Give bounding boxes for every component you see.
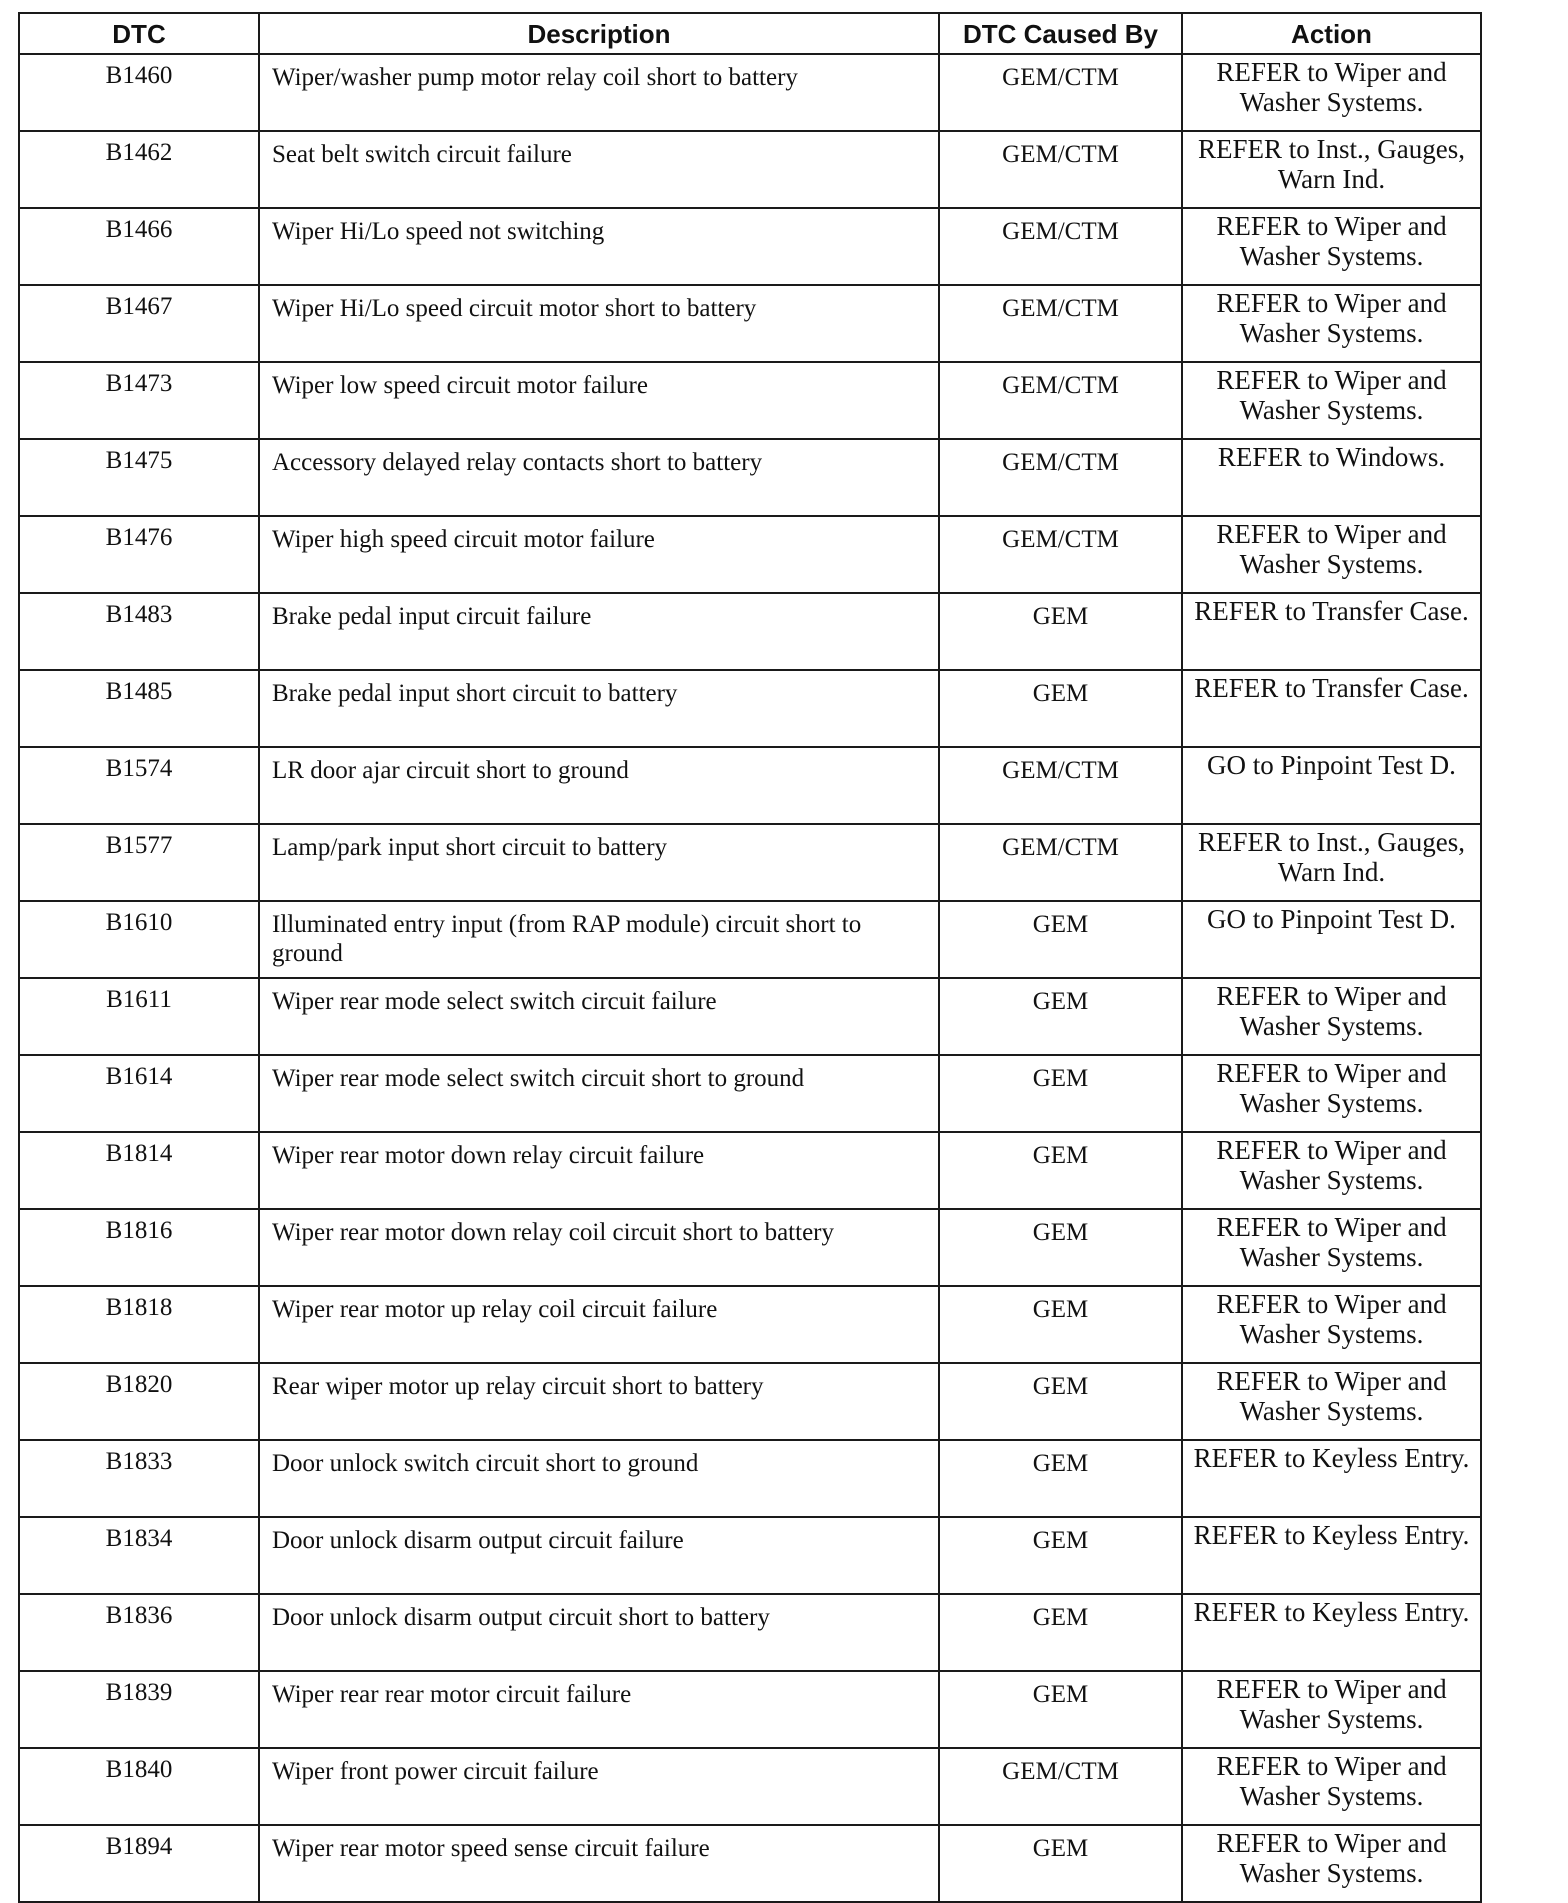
dtc-table xyxy=(18,12,1482,1903)
table-row xyxy=(19,747,1481,824)
cell-action: REFER to Wiper and Washer Systems. xyxy=(1182,1363,1481,1440)
cell-dtc: B1814 xyxy=(19,1132,259,1209)
cell-action: REFER to Wiper and Washer Systems. xyxy=(1182,1671,1481,1748)
cell-dtc: B1460 xyxy=(19,54,259,131)
cell-caused-by: GEM xyxy=(939,901,1182,978)
cell-dtc: B1473 xyxy=(19,362,259,439)
cell-action: GO to Pinpoint Test D. xyxy=(1182,747,1481,824)
cell-description: Wiper/washer pump motor relay coil short to battery xyxy=(259,54,939,131)
cell-dtc: B1834 xyxy=(19,1517,259,1594)
cell-action: REFER to Wiper and Washer Systems. xyxy=(1182,516,1481,593)
table-row xyxy=(19,1132,1481,1209)
cell-description: Wiper rear motor down relay coil circuit short to battery xyxy=(259,1209,939,1286)
header-action: Action xyxy=(1182,13,1481,54)
table-row xyxy=(19,208,1481,285)
table-row xyxy=(19,593,1481,670)
cell-caused-by: GEM/CTM xyxy=(939,747,1182,824)
cell-description: Accessory delayed relay contacts short to battery xyxy=(259,439,939,516)
table-row xyxy=(19,978,1481,1055)
cell-action: REFER to Wiper and Washer Systems. xyxy=(1182,1286,1481,1363)
cell-caused-by: GEM xyxy=(939,1209,1182,1286)
cell-caused-by: GEM xyxy=(939,593,1182,670)
cell-dtc: B1816 xyxy=(19,1209,259,1286)
cell-action: REFER to Wiper and Washer Systems. xyxy=(1182,285,1481,362)
table-row xyxy=(19,131,1481,208)
cell-description: Wiper high speed circuit motor failure xyxy=(259,516,939,593)
header-description: Description xyxy=(259,13,939,54)
cell-caused-by: GEM/CTM xyxy=(939,516,1182,593)
table-row xyxy=(19,516,1481,593)
table-row xyxy=(19,901,1481,978)
table-row xyxy=(19,1594,1481,1671)
table-row xyxy=(19,439,1481,516)
table-row xyxy=(19,1209,1481,1286)
table-row xyxy=(19,285,1481,362)
cell-description: Wiper rear rear motor circuit failure xyxy=(259,1671,939,1748)
cell-description: Wiper rear motor speed sense circuit failure xyxy=(259,1825,939,1902)
cell-caused-by: GEM/CTM xyxy=(939,54,1182,131)
cell-dtc: B1466 xyxy=(19,208,259,285)
cell-dtc: B1894 xyxy=(19,1825,259,1902)
table-row xyxy=(19,1363,1481,1440)
cell-caused-by: GEM/CTM xyxy=(939,824,1182,901)
table-row xyxy=(19,1825,1481,1902)
cell-dtc: B1462 xyxy=(19,131,259,208)
cell-action: REFER to Keyless Entry. xyxy=(1182,1594,1481,1671)
table-row xyxy=(19,1671,1481,1748)
cell-description: Wiper rear motor up relay coil circuit failure xyxy=(259,1286,939,1363)
cell-description: Brake pedal input short circuit to battery xyxy=(259,670,939,747)
cell-dtc: B1833 xyxy=(19,1440,259,1517)
cell-description: Wiper low speed circuit motor failure xyxy=(259,362,939,439)
cell-description: LR door ajar circuit short to ground xyxy=(259,747,939,824)
cell-action: REFER to Inst., Gauges, Warn Ind. xyxy=(1182,824,1481,901)
table-row xyxy=(19,1440,1481,1517)
cell-description: Wiper rear mode select switch circuit failure xyxy=(259,978,939,1055)
table-row xyxy=(19,1748,1481,1825)
cell-caused-by: GEM xyxy=(939,1594,1182,1671)
cell-action: REFER to Wiper and Washer Systems. xyxy=(1182,1209,1481,1286)
cell-dtc: B1840 xyxy=(19,1748,259,1825)
cell-action: GO to Pinpoint Test D. xyxy=(1182,901,1481,978)
cell-action: REFER to Transfer Case. xyxy=(1182,593,1481,670)
cell-description: Illuminated entry input (from RAP module) circuit short to ground xyxy=(259,901,939,978)
cell-dtc: B1485 xyxy=(19,670,259,747)
cell-description: Wiper front power circuit failure xyxy=(259,1748,939,1825)
cell-action: REFER to Wiper and Washer Systems. xyxy=(1182,362,1481,439)
table-row xyxy=(19,824,1481,901)
cell-dtc: B1836 xyxy=(19,1594,259,1671)
cell-description: Brake pedal input circuit failure xyxy=(259,593,939,670)
cell-caused-by: GEM/CTM xyxy=(939,1748,1182,1825)
cell-description: Rear wiper motor up relay circuit short to battery xyxy=(259,1363,939,1440)
cell-caused-by: GEM xyxy=(939,1286,1182,1363)
table-row xyxy=(19,362,1481,439)
cell-caused-by: GEM/CTM xyxy=(939,285,1182,362)
table-header-row xyxy=(19,13,1481,54)
cell-dtc: B1820 xyxy=(19,1363,259,1440)
cell-caused-by: GEM/CTM xyxy=(939,362,1182,439)
cell-dtc: B1476 xyxy=(19,516,259,593)
cell-description: Seat belt switch circuit failure xyxy=(259,131,939,208)
cell-description: Wiper Hi/Lo speed not switching xyxy=(259,208,939,285)
header-dtc: DTC xyxy=(19,13,259,54)
cell-dtc: B1475 xyxy=(19,439,259,516)
cell-action: REFER to Wiper and Washer Systems. xyxy=(1182,1748,1481,1825)
cell-caused-by: GEM xyxy=(939,1671,1182,1748)
cell-description: Door unlock switch circuit short to ground xyxy=(259,1440,939,1517)
cell-description: Door unlock disarm output circuit failure xyxy=(259,1517,939,1594)
table-row xyxy=(19,670,1481,747)
cell-caused-by: GEM xyxy=(939,978,1182,1055)
table-row xyxy=(19,1517,1481,1594)
cell-action: REFER to Wiper and Washer Systems. xyxy=(1182,1132,1481,1209)
cell-action: REFER to Keyless Entry. xyxy=(1182,1440,1481,1517)
table-row xyxy=(19,54,1481,131)
cell-caused-by: GEM xyxy=(939,1363,1182,1440)
cell-dtc: B1610 xyxy=(19,901,259,978)
cell-dtc: B1483 xyxy=(19,593,259,670)
table-row xyxy=(19,1286,1481,1363)
cell-caused-by: GEM xyxy=(939,1132,1182,1209)
cell-caused-by: GEM xyxy=(939,1440,1182,1517)
cell-action: REFER to Keyless Entry. xyxy=(1182,1517,1481,1594)
cell-dtc: B1467 xyxy=(19,285,259,362)
cell-caused-by: GEM xyxy=(939,670,1182,747)
cell-action: REFER to Inst., Gauges, Warn Ind. xyxy=(1182,131,1481,208)
table-body xyxy=(19,54,1481,1902)
cell-dtc: B1577 xyxy=(19,824,259,901)
cell-description: Lamp/park input short circuit to battery xyxy=(259,824,939,901)
cell-caused-by: GEM xyxy=(939,1517,1182,1594)
header-caused-by: DTC Caused By xyxy=(939,13,1182,54)
cell-caused-by: GEM/CTM xyxy=(939,208,1182,285)
cell-description: Wiper rear mode select switch circuit short to ground xyxy=(259,1055,939,1132)
cell-action: REFER to Wiper and Washer Systems. xyxy=(1182,208,1481,285)
cell-dtc: B1614 xyxy=(19,1055,259,1132)
cell-action: REFER to Wiper and Washer Systems. xyxy=(1182,1055,1481,1132)
cell-description: Wiper rear motor down relay circuit failure xyxy=(259,1132,939,1209)
cell-action: REFER to Wiper and Washer Systems. xyxy=(1182,1825,1481,1902)
cell-action: REFER to Wiper and Washer Systems. xyxy=(1182,978,1481,1055)
cell-caused-by: GEM xyxy=(939,1055,1182,1132)
cell-action: REFER to Windows. xyxy=(1182,439,1481,516)
cell-dtc: B1818 xyxy=(19,1286,259,1363)
cell-description: Door unlock disarm output circuit short to battery xyxy=(259,1594,939,1671)
table-row xyxy=(19,1055,1481,1132)
cell-caused-by: GEM/CTM xyxy=(939,131,1182,208)
cell-dtc: B1839 xyxy=(19,1671,259,1748)
cell-dtc: B1574 xyxy=(19,747,259,824)
cell-caused-by: GEM/CTM xyxy=(939,439,1182,516)
cell-action: REFER to Transfer Case. xyxy=(1182,670,1481,747)
cell-description: Wiper Hi/Lo speed circuit motor short to battery xyxy=(259,285,939,362)
cell-dtc: B1611 xyxy=(19,978,259,1055)
cell-caused-by: GEM xyxy=(939,1825,1182,1902)
cell-action: REFER to Wiper and Washer Systems. xyxy=(1182,54,1481,131)
